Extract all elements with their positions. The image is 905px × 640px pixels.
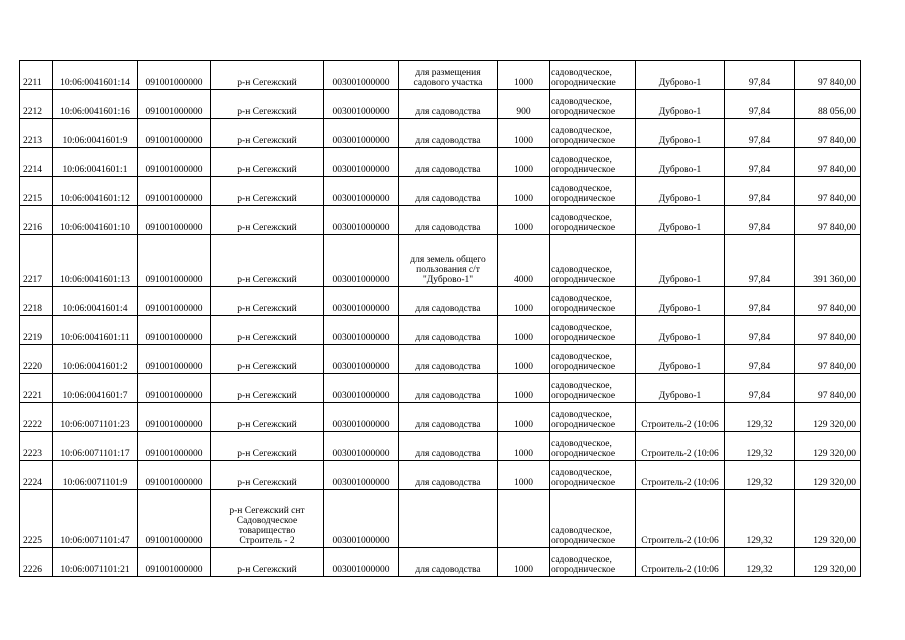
table-row: [20, 90, 861, 119]
permitted-use: для садоводства: [399, 432, 498, 461]
row-number: 2219: [20, 316, 53, 345]
partnership-name: Дуброво-1: [636, 374, 725, 403]
land-category: садоводческое, огородническое: [550, 206, 636, 235]
area: 1000: [498, 461, 550, 490]
specific-value: 97,84: [725, 316, 795, 345]
area: 1000: [498, 119, 550, 148]
table-row: [20, 432, 861, 461]
land-category: садоводческое, огородническое: [550, 316, 636, 345]
cadastral-number: 10:06:0041601:16: [53, 90, 138, 119]
table-body: [20, 61, 861, 577]
cadastral-number: 10:06:0071101:23: [53, 403, 138, 432]
table-row: [20, 403, 861, 432]
table-row: [20, 235, 861, 287]
permitted-use: для садоводства: [399, 287, 498, 316]
permitted-use: для садоводства: [399, 316, 498, 345]
address: р-н Сегежский: [211, 177, 324, 206]
cadastral-number: 10:06:0041601:9: [53, 119, 138, 148]
cadastral-value: 391 360,00: [795, 235, 861, 287]
table-row: [20, 177, 861, 206]
address: р-н Сегежский: [211, 345, 324, 374]
cadastral-number: 10:06:0071101:47: [53, 490, 138, 548]
permitted-use: для садоводства: [399, 461, 498, 490]
row-number: 2226: [20, 548, 53, 577]
land-category: садоводческое, огородническое: [550, 90, 636, 119]
partnership-name: Дуброво-1: [636, 148, 725, 177]
cadastral-value: 97 840,00: [795, 287, 861, 316]
oktmo-code: 003001000000: [324, 287, 399, 316]
address: р-н Сегежский: [211, 374, 324, 403]
specific-value: 129,32: [725, 461, 795, 490]
area: [498, 490, 550, 548]
row-number: 2212: [20, 90, 53, 119]
area: 1000: [498, 345, 550, 374]
area: 1000: [498, 403, 550, 432]
permitted-use: для садоводства: [399, 548, 498, 577]
partnership-name: Строитель-2 (10:06: [636, 432, 725, 461]
partnership-name: Дуброво-1: [636, 235, 725, 287]
oktmo-code: 003001000000: [324, 490, 399, 548]
row-number: 2211: [20, 61, 53, 90]
land-category: садоводческое, огородническое: [550, 403, 636, 432]
partnership-name: Дуброво-1: [636, 316, 725, 345]
specific-value: 97,84: [725, 90, 795, 119]
oktmo-code: 003001000000: [324, 548, 399, 577]
okato-code: 091001000000: [138, 148, 211, 177]
cadastral-value: 129 320,00: [795, 490, 861, 548]
cadastral-value: 97 840,00: [795, 316, 861, 345]
partnership-name: Дуброво-1: [636, 345, 725, 374]
cadastral-value: 97 840,00: [795, 177, 861, 206]
area: 4000: [498, 235, 550, 287]
cadastral-number: 10:06:0041601:14: [53, 61, 138, 90]
cadastral-value: 129 320,00: [795, 548, 861, 577]
oktmo-code: 003001000000: [324, 206, 399, 235]
table-row: [20, 206, 861, 235]
partnership-name: Дуброво-1: [636, 119, 725, 148]
row-number: 2218: [20, 287, 53, 316]
address: р-н Сегежский: [211, 119, 324, 148]
area: 1000: [498, 148, 550, 177]
cadastral-number: 10:06:0041601:2: [53, 345, 138, 374]
partnership-name: Дуброво-1: [636, 61, 725, 90]
partnership-name: Строитель-2 (10:06: [636, 461, 725, 490]
okato-code: 091001000000: [138, 287, 211, 316]
land-category: садоводческое, огородническое: [550, 432, 636, 461]
address: р-н Сегежский: [211, 148, 324, 177]
land-category: садоводческое, огородническое: [550, 345, 636, 374]
okato-code: 091001000000: [138, 316, 211, 345]
partnership-name: Дуброво-1: [636, 90, 725, 119]
address: р-н Сегежский: [211, 432, 324, 461]
land-registry-table: [19, 60, 861, 577]
address: р-н Сегежский: [211, 206, 324, 235]
partnership-name: Строитель-2 (10:06: [636, 490, 725, 548]
specific-value: 97,84: [725, 235, 795, 287]
land-category: садоводческое, огородническое: [550, 374, 636, 403]
cadastral-number: 10:06:0041601:12: [53, 177, 138, 206]
permitted-use: для садоводства: [399, 148, 498, 177]
area: 900: [498, 90, 550, 119]
table-row: [20, 461, 861, 490]
specific-value: 97,84: [725, 148, 795, 177]
oktmo-code: 003001000000: [324, 148, 399, 177]
partnership-name: Дуброво-1: [636, 206, 725, 235]
row-number: 2223: [20, 432, 53, 461]
cadastral-number: 10:06:0071101:17: [53, 432, 138, 461]
area: 1000: [498, 61, 550, 90]
okato-code: 091001000000: [138, 345, 211, 374]
land-category: садоводческое, огородническое: [550, 490, 636, 548]
permitted-use: для садоводства: [399, 206, 498, 235]
row-number: 2221: [20, 374, 53, 403]
okato-code: 091001000000: [138, 235, 211, 287]
table-row: [20, 148, 861, 177]
area: 1000: [498, 548, 550, 577]
land-category: садоводческое, огороднические: [550, 61, 636, 90]
okato-code: 091001000000: [138, 206, 211, 235]
okato-code: 091001000000: [138, 403, 211, 432]
row-number: 2213: [20, 119, 53, 148]
oktmo-code: 003001000000: [324, 461, 399, 490]
oktmo-code: 003001000000: [324, 345, 399, 374]
table-row: [20, 287, 861, 316]
specific-value: 129,32: [725, 432, 795, 461]
specific-value: 97,84: [725, 345, 795, 374]
specific-value: 97,84: [725, 177, 795, 206]
table-row: [20, 374, 861, 403]
land-category: садоводческое, огородническое: [550, 461, 636, 490]
cadastral-number: 10:06:0071101:21: [53, 548, 138, 577]
oktmo-code: 003001000000: [324, 177, 399, 206]
specific-value: 129,32: [725, 548, 795, 577]
okato-code: 091001000000: [138, 490, 211, 548]
address: р-н Сегежский: [211, 235, 324, 287]
cadastral-number: 10:06:0041601:7: [53, 374, 138, 403]
specific-value: 97,84: [725, 119, 795, 148]
okato-code: 091001000000: [138, 461, 211, 490]
cadastral-value: 97 840,00: [795, 206, 861, 235]
cadastral-number: 10:06:0041601:4: [53, 287, 138, 316]
permitted-use: [399, 490, 498, 548]
partnership-name: Дуброво-1: [636, 287, 725, 316]
table-row: [20, 490, 861, 548]
cadastral-number: 10:06:0041601:13: [53, 235, 138, 287]
permitted-use: для садоводства: [399, 177, 498, 206]
oktmo-code: 003001000000: [324, 119, 399, 148]
specific-value: 129,32: [725, 490, 795, 548]
table-row: [20, 119, 861, 148]
cadastral-number: 10:06:0041601:1: [53, 148, 138, 177]
okato-code: 091001000000: [138, 90, 211, 119]
area: 1000: [498, 316, 550, 345]
oktmo-code: 003001000000: [324, 432, 399, 461]
okato-code: 091001000000: [138, 119, 211, 148]
address: р-н Сегежский снт Садоводческое товарищество Строитель - 2: [211, 490, 324, 548]
partnership-name: Строитель-2 (10:06: [636, 403, 725, 432]
row-number: 2222: [20, 403, 53, 432]
cadastral-value: 97 840,00: [795, 119, 861, 148]
oktmo-code: 003001000000: [324, 403, 399, 432]
cadastral-value: 97 840,00: [795, 345, 861, 374]
okato-code: 091001000000: [138, 177, 211, 206]
address: р-н Сегежский: [211, 287, 324, 316]
specific-value: 97,84: [725, 206, 795, 235]
cadastral-value: 129 320,00: [795, 403, 861, 432]
oktmo-code: 003001000000: [324, 374, 399, 403]
address: р-н Сегежский: [211, 316, 324, 345]
okato-code: 091001000000: [138, 432, 211, 461]
permitted-use: для садоводства: [399, 90, 498, 119]
table-row: [20, 548, 861, 577]
address: р-н Сегежский: [211, 61, 324, 90]
permitted-use: для садоводства: [399, 119, 498, 148]
permitted-use: для садоводства: [399, 345, 498, 374]
okato-code: 091001000000: [138, 374, 211, 403]
address: р-н Сегежский: [211, 90, 324, 119]
cadastral-value: 97 840,00: [795, 61, 861, 90]
area: 1000: [498, 206, 550, 235]
area: 1000: [498, 287, 550, 316]
permitted-use: для размещения садового участка: [399, 61, 498, 90]
land-category: садоводческое, огородническое: [550, 548, 636, 577]
okato-code: 091001000000: [138, 548, 211, 577]
row-number: 2224: [20, 461, 53, 490]
cadastral-number: 10:06:0041601:11: [53, 316, 138, 345]
specific-value: 97,84: [725, 61, 795, 90]
cadastral-number: 10:06:0071101:9: [53, 461, 138, 490]
land-category: садоводческое, огородническое: [550, 177, 636, 206]
area: 1000: [498, 374, 550, 403]
permitted-use: для садоводства: [399, 374, 498, 403]
oktmo-code: 003001000000: [324, 235, 399, 287]
specific-value: 97,84: [725, 287, 795, 316]
okato-code: 091001000000: [138, 61, 211, 90]
land-category: садоводческое, огородническое: [550, 119, 636, 148]
specific-value: 129,32: [725, 403, 795, 432]
row-number: 2214: [20, 148, 53, 177]
address: р-н Сегежский: [211, 548, 324, 577]
partnership-name: Строитель-2 (10:06: [636, 548, 725, 577]
permitted-use: для земель общего пользования с/т "Дуброво-1": [399, 235, 498, 287]
oktmo-code: 003001000000: [324, 90, 399, 119]
row-number: 2215: [20, 177, 53, 206]
land-category: садоводческое, огородническое: [550, 148, 636, 177]
land-category: садоводческое, огородническое: [550, 235, 636, 287]
table-row: [20, 61, 861, 90]
address: р-н Сегежский: [211, 461, 324, 490]
cadastral-value: 129 320,00: [795, 432, 861, 461]
oktmo-code: 003001000000: [324, 316, 399, 345]
row-number: 2217: [20, 235, 53, 287]
permitted-use: для садоводства: [399, 403, 498, 432]
land-category: садоводческое, огородническое: [550, 287, 636, 316]
specific-value: 97,84: [725, 374, 795, 403]
cadastral-number: 10:06:0041601:10: [53, 206, 138, 235]
row-number: 2225: [20, 490, 53, 548]
row-number: 2220: [20, 345, 53, 374]
partnership-name: Дуброво-1: [636, 177, 725, 206]
area: 1000: [498, 432, 550, 461]
oktmo-code: 003001000000: [324, 61, 399, 90]
cadastral-value: 129 320,00: [795, 461, 861, 490]
table-row: [20, 345, 861, 374]
cadastral-value: 88 056,00: [795, 90, 861, 119]
area: 1000: [498, 177, 550, 206]
address: р-н Сегежский: [211, 403, 324, 432]
table-row: [20, 316, 861, 345]
row-number: 2216: [20, 206, 53, 235]
cadastral-value: 97 840,00: [795, 148, 861, 177]
cadastral-value: 97 840,00: [795, 374, 861, 403]
